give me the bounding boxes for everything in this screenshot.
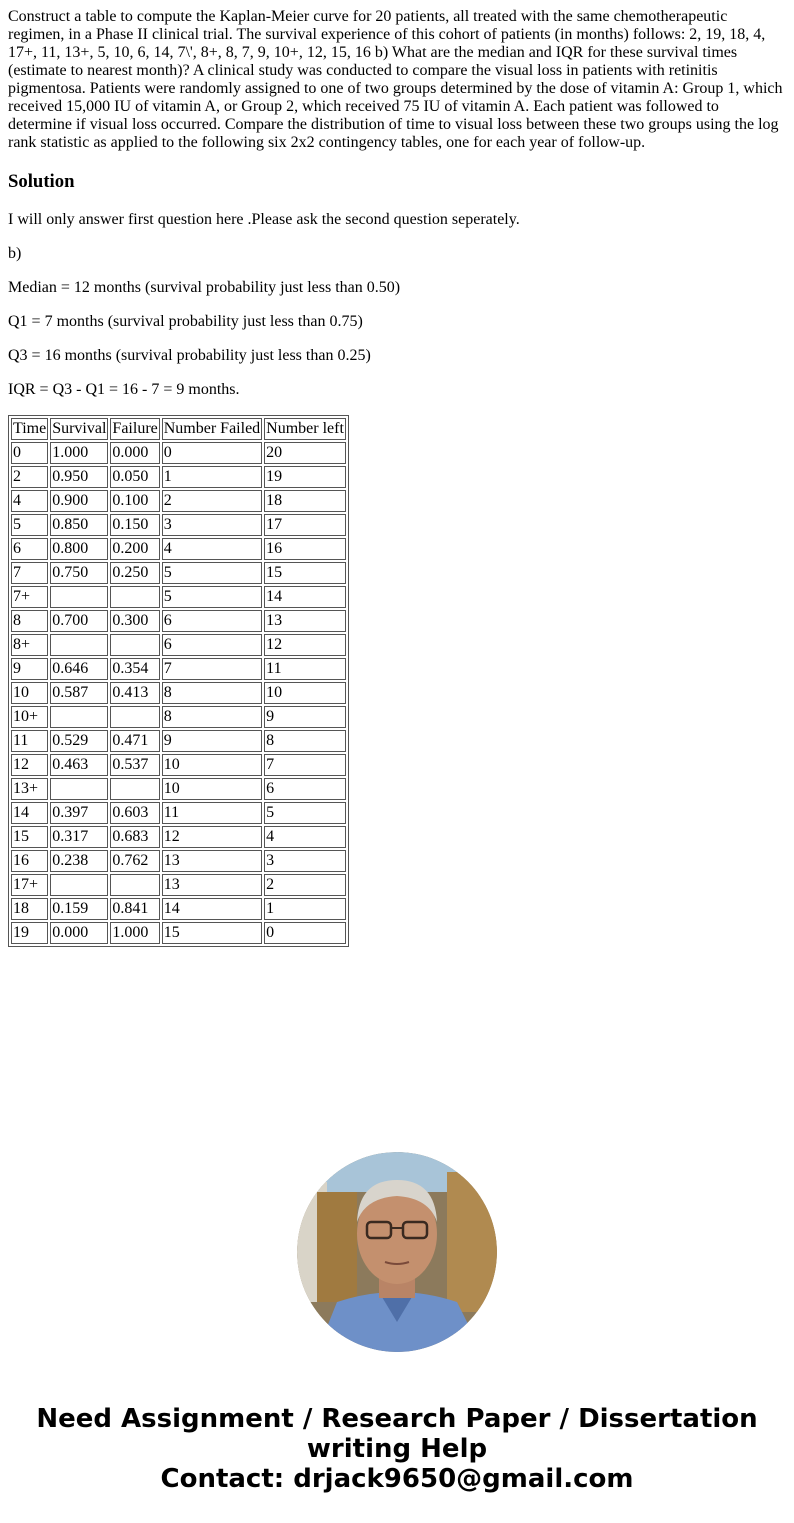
table-row <box>11 586 346 608</box>
table-cell: 9 <box>11 658 48 680</box>
table-cell <box>110 586 159 608</box>
table-cell: 0.317 <box>50 826 108 848</box>
table-cell: 18 <box>264 490 346 512</box>
answer-line: b) <box>8 245 22 262</box>
table-row <box>11 826 346 848</box>
table-cell <box>110 874 159 896</box>
table-cell: 0 <box>264 922 346 944</box>
table-cell: 13 <box>264 610 346 632</box>
table-cell: 0.159 <box>50 898 108 920</box>
table-row <box>11 442 346 464</box>
table-row <box>11 610 346 632</box>
table-cell: 16 <box>264 538 346 560</box>
table-cell: 8 <box>264 730 346 752</box>
table-cell: 3 <box>162 514 262 536</box>
table-cell: 2 <box>162 490 262 512</box>
table-cell: 12 <box>264 634 346 656</box>
table-cell: 0 <box>162 442 262 464</box>
table-cell: 0.463 <box>50 754 108 776</box>
table-cell: 13+ <box>11 778 48 800</box>
table-cell: 0.050 <box>110 466 159 488</box>
promo-line-1: Need Assignment / Research Paper / Dissertation <box>36 1404 758 1434</box>
table-cell: 0.150 <box>110 514 159 536</box>
table-row <box>11 754 346 776</box>
column-header: Time <box>11 418 48 440</box>
table-cell: 0.587 <box>50 682 108 704</box>
table-cell: 14 <box>264 586 346 608</box>
table-cell: 0.397 <box>50 802 108 824</box>
table-cell: 8 <box>162 682 262 704</box>
table-cell: 1 <box>264 898 346 920</box>
table-cell: 0.750 <box>50 562 108 584</box>
table-cell: 7 <box>11 562 48 584</box>
table-cell: 0.700 <box>50 610 108 632</box>
table-cell: 7 <box>264 754 346 776</box>
table-cell <box>50 634 108 656</box>
promo-section <box>0 1152 794 1352</box>
table-header-row <box>11 418 346 440</box>
table-cell: 1 <box>162 466 262 488</box>
table-cell: 0.537 <box>110 754 159 776</box>
table-row <box>11 922 346 944</box>
table-cell: 20 <box>264 442 346 464</box>
table-row <box>11 850 346 872</box>
table-cell: 8 <box>11 610 48 632</box>
table-cell: 0.646 <box>50 658 108 680</box>
table-cell: 5 <box>162 586 262 608</box>
table-cell: 0.100 <box>110 490 159 512</box>
table-cell: 14 <box>162 898 262 920</box>
table-cell: 0.250 <box>110 562 159 584</box>
table-cell: 16 <box>11 850 48 872</box>
table-cell <box>50 874 108 896</box>
table-cell: 0.529 <box>50 730 108 752</box>
table-row <box>11 682 346 704</box>
table-cell: 18 <box>11 898 48 920</box>
promo-text <box>0 1404 794 1494</box>
table-cell: 0.200 <box>110 538 159 560</box>
table-cell: 6 <box>162 610 262 632</box>
table-cell <box>50 586 108 608</box>
kaplan-meier-table <box>8 415 349 947</box>
table-cell: 13 <box>162 850 262 872</box>
table-cell: 5 <box>162 562 262 584</box>
table-cell: 4 <box>11 490 48 512</box>
table-cell: 19 <box>264 466 346 488</box>
table-cell: 13 <box>162 874 262 896</box>
table-row <box>11 538 346 560</box>
table-cell: 8+ <box>11 634 48 656</box>
table-cell <box>110 706 159 728</box>
table-cell: 15 <box>162 922 262 944</box>
table-cell: 11 <box>11 730 48 752</box>
table-cell: 6 <box>11 538 48 560</box>
answer-line: Q1 = 7 months (survival probability just less than 0.75) <box>8 313 363 330</box>
solution-heading: Solution <box>8 171 75 192</box>
table-cell: 10+ <box>11 706 48 728</box>
table-cell <box>110 634 159 656</box>
table-cell: 11 <box>264 658 346 680</box>
table-cell: 9 <box>264 706 346 728</box>
table-cell: 10 <box>162 754 262 776</box>
answer-line: Median = 12 months (survival probability just less than 0.50) <box>8 279 401 296</box>
table-cell: 0.800 <box>50 538 108 560</box>
table-row <box>11 874 346 896</box>
table-cell: 6 <box>162 634 262 656</box>
table-cell: 7+ <box>11 586 48 608</box>
table-cell: 0.300 <box>110 610 159 632</box>
table-cell: 2 <box>11 466 48 488</box>
table-row <box>11 898 346 920</box>
answer-line: I will only answer first question here .Please ask the second question seperately. <box>8 211 520 228</box>
column-header: Failure <box>110 418 159 440</box>
table-cell <box>50 706 108 728</box>
table-cell: 0.238 <box>50 850 108 872</box>
table-row <box>11 706 346 728</box>
table-cell: 12 <box>11 754 48 776</box>
person-portrait-icon <box>297 1152 497 1352</box>
table-cell: 0.762 <box>110 850 159 872</box>
table-cell: 0.603 <box>110 802 159 824</box>
column-header: Number left <box>264 418 346 440</box>
question-text: Construct a table to compute the Kaplan-Meier curve for 20 patients, all treated with the same chemotherapeutic regimen, in a Phase II clinical trial. The survival experience of this cohort of patients (in months) follows: 2, 19, 18, 4, 17+, 11, 13+, 5, 10, 6, 14, 7\', 8+, 8, 7, 9, 10+, 12, 15, 16 b) What are the median and IQR for these survival times (estimate to nearest month)? A clinical study was conducted to compare the visual loss in patients with retinitis pigmentosa. Patients were randomly assigned to one of two groups determined by the dose of vitamin A: Group 1, which received 15,000 IU of vitamin A, or Group 2, which received 75 IU of vitamin A. Each patient was followed to determine if visual loss occurred. Compare the distribution of time to visual loss between these two groups using the log rank statistic as applied to the following six 2x2 contingency tables, one for each year of follow-up. <box>8 8 783 151</box>
table-row <box>11 634 346 656</box>
table-cell: 19 <box>11 922 48 944</box>
table-cell: 5 <box>11 514 48 536</box>
table-row <box>11 562 346 584</box>
table-cell: 14 <box>11 802 48 824</box>
table-cell: 1.000 <box>110 922 159 944</box>
document-content <box>8 8 786 947</box>
table-cell: 0.413 <box>110 682 159 704</box>
table-cell: 15 <box>264 562 346 584</box>
table-row <box>11 778 346 800</box>
author-avatar <box>297 1152 497 1352</box>
table-cell: 0.950 <box>50 466 108 488</box>
table-cell: 0.850 <box>50 514 108 536</box>
table-cell: 8 <box>162 706 262 728</box>
table-cell: 6 <box>264 778 346 800</box>
table-cell: 1.000 <box>50 442 108 464</box>
table-cell: 0.683 <box>110 826 159 848</box>
table-cell: 5 <box>264 802 346 824</box>
table-cell: 4 <box>162 538 262 560</box>
table-cell: 10 <box>11 682 48 704</box>
table-cell: 17+ <box>11 874 48 896</box>
table-cell: 0.000 <box>50 922 108 944</box>
table-cell: 11 <box>162 802 262 824</box>
table-row <box>11 490 346 512</box>
table-cell: 7 <box>162 658 262 680</box>
table-cell: 3 <box>264 850 346 872</box>
promo-contact: Contact: drjack9650@gmail.com <box>160 1464 634 1494</box>
answer-line: IQR = Q3 - Q1 = 16 - 7 = 9 months. <box>8 381 240 398</box>
table-row <box>11 514 346 536</box>
table-cell: 15 <box>11 826 48 848</box>
table-cell: 17 <box>264 514 346 536</box>
answer-line: Q3 = 16 months (survival probability just less than 0.25) <box>8 347 371 364</box>
table-row <box>11 466 346 488</box>
column-header: Survival <box>50 418 108 440</box>
table-cell: 2 <box>264 874 346 896</box>
table-cell: 10 <box>162 778 262 800</box>
column-header: Number Failed <box>162 418 262 440</box>
promo-line-2: writing Help <box>306 1434 488 1464</box>
table-cell: 9 <box>162 730 262 752</box>
table-cell: 10 <box>264 682 346 704</box>
table-cell: 0 <box>11 442 48 464</box>
table-cell <box>110 778 159 800</box>
table-cell: 0.471 <box>110 730 159 752</box>
table-cell: 0.000 <box>110 442 159 464</box>
table-cell <box>50 778 108 800</box>
table-row <box>11 658 346 680</box>
table-cell: 0.354 <box>110 658 159 680</box>
table-cell: 0.841 <box>110 898 159 920</box>
answer-block <box>8 211 786 399</box>
table-row <box>11 730 346 752</box>
table-row <box>11 802 346 824</box>
table-cell: 0.900 <box>50 490 108 512</box>
table-cell: 12 <box>162 826 262 848</box>
table-cell: 4 <box>264 826 346 848</box>
